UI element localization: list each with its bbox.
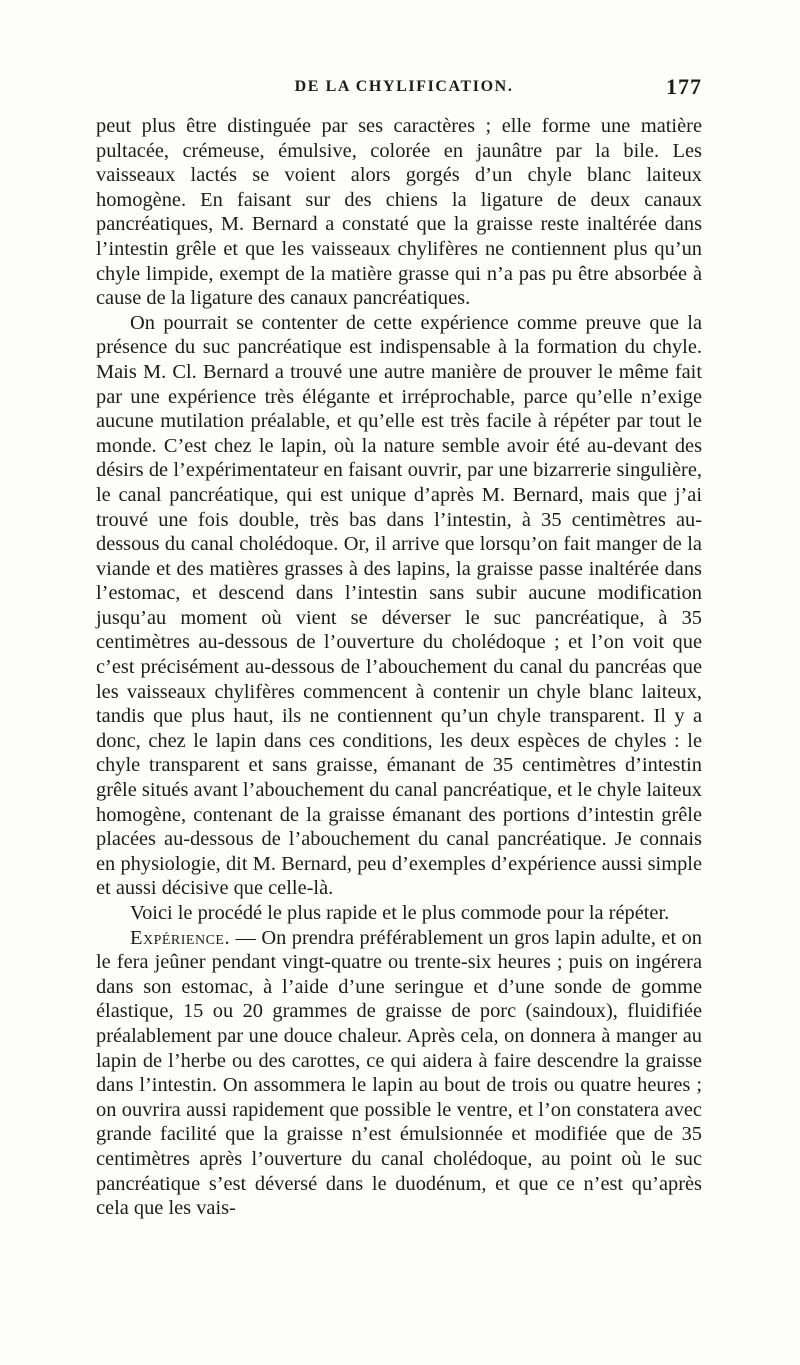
paragraph-4 (96, 926, 702, 1221)
experience-text: — On prendra préférablement un gros lapin adulte, et on le fera jeûner pendant vingt-quatre ou trente-six heures ; puis on ingérera dans son estomac, à l’aide d’une seringue et d’une sonde de gomme élastique, 15 ou 20 grammes de graisse de porc (saindoux), fluidifiée préalablement par une douce chaleur. Après cela, on donnera à manger au lapin de l’herbe ou des carottes, ce qui aidera à faire descendre la graisse dans l’intestin. On assommera le lapin au bout de trois ou quatre heures ; on ouvrira aussi rapidement que possible le ventre, et l’on constatera avec grande facilité que la graisse n’est émulsionnée et modifiée que de 35 centimètres après l’ouverture du canal cholédoque, au point où le suc pancréatique s’est déversé dans le duodénum, et que ce n’est qu’après cela que les vais- (96, 926, 702, 1220)
running-title: DE LA CHYLIFICATION. (294, 78, 514, 95)
paragraph-3: Voici le procédé le plus rapide et le plus commode pour la répéter. (130, 902, 670, 924)
page-header (96, 74, 702, 106)
paragraph-1: peut plus être distinguée par ses caractères ; elle forme une matière pultacée, crémeuse, émulsive, colorée en jaunâtre par la bile. Les vaisseaux lactés se voient alors gorgés d’un chyle blanc laiteux homogène. En faisant sur des chiens la ligature de deux canaux pancréatiques, M. Bernard a constaté que la graisse reste inaltérée dans l’intestin grêle et que les vaisseaux chylifères ne contiennent plus qu’un chyle limpide, exempt de la matière grasse qui n’a pas pu être absorbée à cause de la ligature des canaux pancréatiques. (96, 115, 702, 310)
page-number: 177 (666, 74, 702, 99)
body-text (96, 114, 702, 1221)
paragraph-2: On pourrait se contenter de cette expérience comme preuve que la présence du suc pancréatique est indispensable à la formation du chyle. Mais M. Cl. Bernard a trouvé une autre manière de prouver le même fait par une expérience très élégante et irréprochable, parce qu’elle n’exige aucune mutilation préalable, et qu’elle est très facile à répéter par tout le monde. C’est chez le lapin, où la nature semble avoir été au-devant des désirs de l’expérimentateur en faisant ouvrir, par une bizarrerie singulière, le canal pancréatique, qui est unique d’après M. Bernard, mais que j’ai trouvé une fois double, très bas dans l’intestin, à 35 centimètres au-dessous du canal cholédoque. Or, il arrive que lorsqu’on fait manger de la viande et des matières grasses à des lapins, la graisse passe inaltérée dans l’estomac, et descend dans l’intestin sans subir aucune modification jusqu’au moment où vient se déverser le suc pancréatique, à 35 centimètres au-dessous de l’ouverture du cholédoque ; et l’on voit que c’est précisément au-dessous de l’abouchement du canal du pancréas que les vaisseaux chylifères commencent à contenir un chyle blanc laiteux, tandis que plus haut, ils ne contiennent qu’un chyle transparent. Il y a donc, chez le lapin dans ces conditions, les deux espèces de chyles : le chyle transparent et sans graisse, émanant de 35 centimètres d’intestin grêle situés avant l’abouchement du canal pancréatique, et le chyle laiteux homogène, contenant de la graisse émanant des portions d’intestin grêle placées au-dessous de l’abouchement du canal pancréatique. Je connais en physiologie, dit M. Bernard, peu d’exemples d’expérience aussi simple et aussi décisive que celle-là. (96, 311, 702, 900)
experience-label: Expérience. (130, 926, 231, 949)
